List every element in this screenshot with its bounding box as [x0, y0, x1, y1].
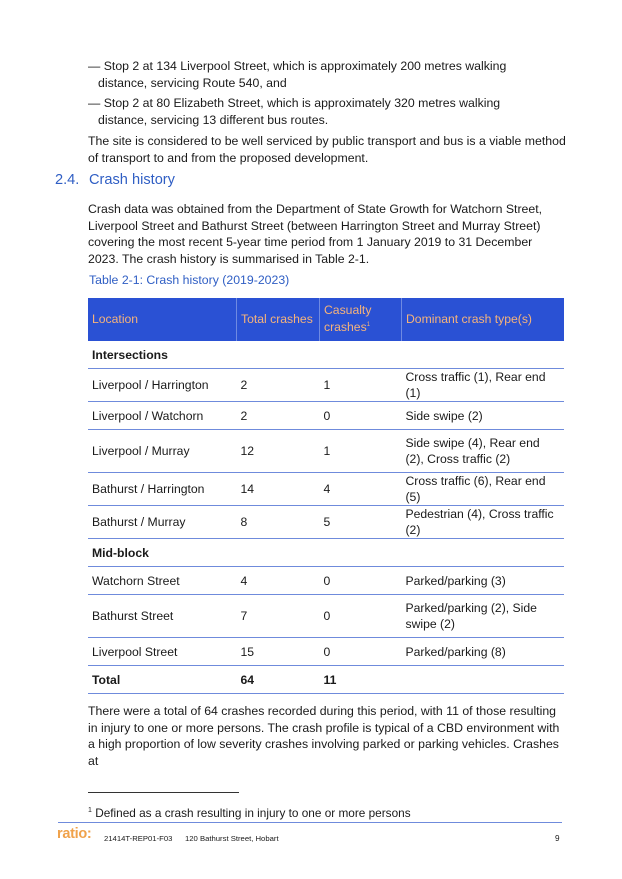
footer-divider — [58, 822, 562, 823]
page-number: 9 — [555, 834, 560, 843]
cell-type: Cross traffic (1), Rear end (1) — [402, 369, 565, 402]
cell-total-casualty: 11 — [320, 666, 402, 694]
group-label: Intersections — [88, 341, 564, 369]
bullet-stop-liverpool: — Stop 2 at 134 Liverpool Street, which is approximately 200 metres walking distance, servicing Route 540, and — [88, 59, 507, 90]
cell-type: Cross traffic (6), Rear end (5) — [402, 473, 565, 506]
footnote-marker: 1 — [366, 322, 371, 329]
cell-total: 12 — [237, 430, 320, 473]
header-casualty-label: Casualty crashes — [324, 302, 372, 335]
cell-location: Bathurst Street — [88, 595, 237, 638]
cell-total: 4 — [237, 567, 320, 595]
section-title: Crash history — [89, 172, 175, 188]
group-label: Mid-block — [88, 539, 564, 567]
table-row — [88, 638, 564, 666]
header-location: Location — [88, 298, 237, 341]
cell-type: Parked/parking (8) — [402, 638, 565, 666]
table-row — [88, 473, 564, 506]
header-total-label: Total crashes — [241, 311, 313, 326]
table-caption: Table 2-1: Crash history (2019-2023) — [89, 273, 290, 287]
cell-casualty: 0 — [320, 595, 402, 638]
footnote-number: 1 — [88, 807, 92, 815]
cell-casualty: 5 — [320, 506, 402, 539]
table-row — [88, 506, 564, 539]
section-number: 2.4. — [55, 172, 80, 188]
group-row-midblock — [88, 539, 564, 567]
document-reference: 21414T-REP01-F03 — [104, 834, 173, 843]
header-dominant-type: Dominant crash type(s) — [402, 298, 565, 341]
logo-wordmark: ratio — [57, 826, 87, 842]
footnote-text: Defined as a crash resulting in injury to one or more persons — [95, 806, 411, 820]
cell-total: 15 — [237, 638, 320, 666]
table-row — [88, 402, 564, 430]
cell-location: Liverpool / Harrington — [88, 369, 237, 402]
crash-history-table — [88, 298, 564, 694]
cell-type: Parked/parking (3) — [402, 567, 565, 595]
cell-location: Liverpool / Murray — [88, 430, 237, 473]
cell-casualty: 1 — [320, 430, 402, 473]
section-paragraph: Crash data was obtained from the Department of State Growth for Watchorn Street, Liverpool Street and Bathurst Street (between Harrington Street and Murray Street) covering the most recent 5-year time period from 1 January 2019 to 31 December 2023. The crash history is summarised in Table 2-1. — [88, 202, 543, 266]
table-row — [88, 430, 564, 473]
header-casualty-crashes — [320, 298, 402, 341]
cell-type: Pedestrian (4), Cross traffic (2) — [402, 506, 565, 539]
table-row — [88, 595, 564, 638]
document-address: 120 Bathurst Street, Hobart — [185, 834, 279, 843]
table-row — [88, 567, 564, 595]
footnote-divider — [88, 792, 239, 793]
table-total-row — [88, 666, 564, 694]
cell-type: Side swipe (2) — [402, 402, 565, 430]
cell-location: Bathurst / Murray — [88, 506, 237, 539]
cell-location: Liverpool Street — [88, 638, 237, 666]
cell-casualty: 0 — [320, 402, 402, 430]
cell-empty — [402, 666, 565, 694]
cell-total-label: Total — [88, 666, 237, 694]
cell-total: 2 — [237, 402, 320, 430]
cell-type: Side swipe (4), Rear end (2), Cross traffic (2) — [402, 430, 565, 473]
cell-casualty: 1 — [320, 369, 402, 402]
cell-total: 8 — [237, 506, 320, 539]
group-row-intersections — [88, 341, 564, 369]
logo-colon: : — [86, 826, 92, 842]
footnote — [88, 806, 411, 820]
cell-type: Parked/parking (2), Side swipe (2) — [402, 595, 565, 638]
cell-casualty: 0 — [320, 567, 402, 595]
cell-location: Bathurst / Harrington — [88, 473, 237, 506]
cell-location: Liverpool / Watchorn — [88, 402, 237, 430]
cell-total: 14 — [237, 473, 320, 506]
ratio-logo — [57, 826, 91, 842]
header-total-crashes — [237, 298, 320, 341]
intro-paragraph: The site is considered to be well serviced by public transport and bus is a viable method of transport to and from the proposed development. — [88, 134, 566, 165]
table-row — [88, 369, 564, 402]
cell-total: 7 — [237, 595, 320, 638]
table-header-row — [88, 298, 564, 341]
bullet-stop-elizabeth: — Stop 2 at 80 Elizabeth Street, which is approximately 320 metres walking distance, servicing 13 different bus routes. — [88, 96, 501, 127]
cell-casualty: 4 — [320, 473, 402, 506]
cell-location: Watchorn Street — [88, 567, 237, 595]
cell-casualty: 0 — [320, 638, 402, 666]
cell-total-crashes: 64 — [237, 666, 320, 694]
cell-total: 2 — [237, 369, 320, 402]
closing-paragraph: There were a total of 64 crashes recorded during this period, with 11 of those resulting in injury to one or more persons. The crash profile is typical of a CBD environment with a high proportion of low severity crashes involving parked or parking vehicles. Crashes at — [88, 704, 560, 768]
